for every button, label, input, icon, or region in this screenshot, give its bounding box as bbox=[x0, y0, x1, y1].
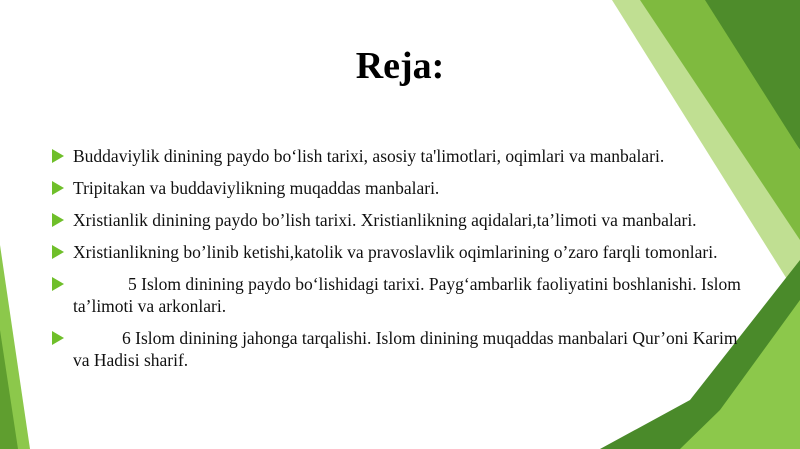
bullet-item bbox=[52, 145, 752, 167]
bullet-text: Xristianlikning bo’linib ketishi,katolik va pravoslavlik oqimlarining o’zaro farqli tomonlari. bbox=[73, 242, 718, 262]
arrow-bullet-icon bbox=[52, 331, 64, 345]
bullet-text: Tripitakan va buddaviylikning muqaddas manbalari. bbox=[73, 178, 440, 198]
bullet-item bbox=[52, 241, 752, 263]
bullet-list bbox=[52, 145, 752, 371]
bullet-text: Xristianlik dinining paydo bo’lish tarixi. Xristianlikning aqidalari,ta’limoti va manbalari. bbox=[73, 210, 697, 230]
arrow-bullet-icon bbox=[52, 213, 64, 227]
bullet-item bbox=[52, 327, 752, 371]
bullet-item bbox=[52, 273, 752, 317]
arrow-bullet-icon bbox=[52, 149, 64, 163]
arrow-bullet-icon bbox=[52, 245, 64, 259]
arrow-bullet-icon bbox=[52, 181, 64, 195]
slide-title: Reja: bbox=[355, 45, 445, 87]
bullet-text: Buddaviylik dinining paydo boʻlish tarixi, asosiy ta'limotlari, oqimlari va manbalari. bbox=[73, 146, 665, 166]
bullet-text: 5 Islom dinining paydo boʻlishidagi tarixi. Paygʻambarlik faoliyatini boshlanishi. Islom taʼlimoti va arkonlari. bbox=[73, 274, 741, 316]
bullet-item bbox=[52, 177, 752, 199]
bullet-text: 6 Islom dinining jahonga tarqalishi. Islom dinining muqaddas manbalari Qur’oni Karim va Hadisi sharif. bbox=[73, 328, 738, 370]
bullet-item bbox=[52, 209, 752, 231]
arrow-bullet-icon bbox=[52, 277, 64, 291]
